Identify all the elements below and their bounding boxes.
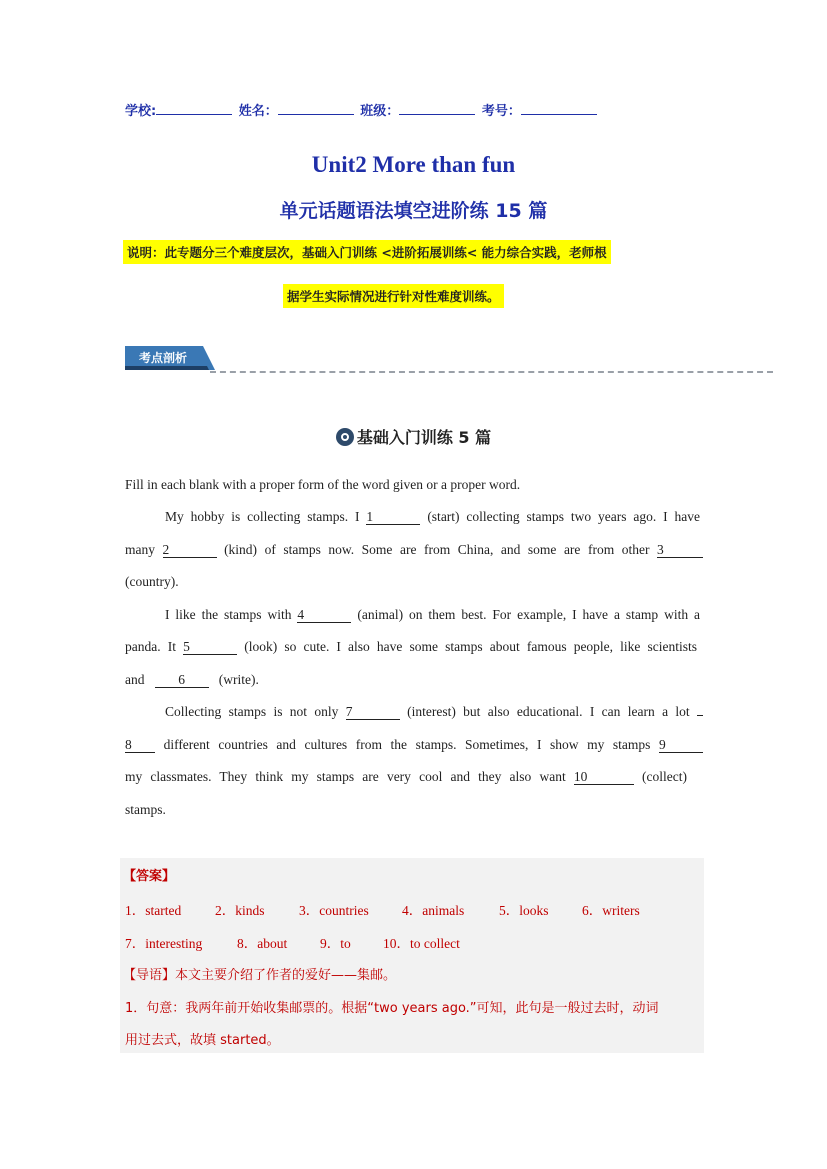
answer-item: 1．started — [125, 903, 182, 918]
passage-line-2 — [125, 542, 703, 558]
text-segment: Collecting stamps is not only — [165, 704, 339, 719]
answer-explanation-1a: 1．句意：我两年前开始收集邮票的。根据“two years ago.”可知，此句是一般过去时，动词 — [125, 1001, 659, 1016]
text-segment: (write). — [218, 672, 259, 687]
passage-line-6 — [125, 672, 259, 688]
answer-item: 2．kinds — [215, 903, 265, 918]
text-segment: panda. It — [125, 639, 176, 654]
answer-item: 9．to — [320, 936, 351, 951]
passage-line-1 — [165, 509, 700, 525]
section-divider — [210, 371, 773, 373]
blank-4[interactable]: 4 — [297, 608, 351, 623]
text-segment: I like the stamps with — [165, 607, 292, 622]
note-line-2: 据学生实际情况进行针对性难度训练。 — [283, 284, 504, 308]
passage-line-3: (country). — [125, 574, 179, 589]
text-segment: My hobby is collecting stamps. I — [165, 509, 360, 524]
answer-label: 【答案】 — [123, 869, 176, 884]
page-subtitle: 单元话题语法填空进阶练 15 篇 — [279, 200, 548, 222]
name-field[interactable] — [278, 100, 354, 115]
answer-item: 4．animals — [402, 903, 465, 918]
school-label: 学校: — [125, 104, 157, 119]
blank-1[interactable]: 1 — [366, 510, 420, 525]
text-segment: (collect) — [642, 769, 688, 784]
instruction: Fill in each blank with a proper form of the word given or a proper word. — [125, 477, 521, 492]
passage-line-4 — [165, 607, 700, 623]
answer-item: 6．writers — [582, 903, 640, 918]
class-label: 班级： — [360, 104, 400, 119]
answer-item: 8．about — [237, 936, 288, 951]
number-label: 考号： — [481, 104, 521, 119]
blank-8[interactable]: 8 — [125, 738, 155, 753]
passage-line-5 — [125, 639, 697, 655]
text-segment: my classmates. They think my stamps are very cool and they also want — [125, 769, 566, 784]
blank-3[interactable]: 3 — [657, 543, 703, 558]
note-line-1: 说明：此专题分三个难度层次，基础入门训练 <进阶拓展训练< 能力综合实践，老师根 — [123, 240, 611, 264]
answer-item: 10．to collect — [383, 936, 460, 951]
school-field[interactable] — [156, 100, 232, 115]
blank-8-lead — [697, 715, 703, 716]
section-tab-shadow — [125, 366, 209, 370]
page-title: Unit2 More than fun — [311, 152, 516, 177]
text-segment: (start) collecting stamps two years ago. I have — [427, 509, 701, 524]
answer-row-2 — [125, 932, 460, 952]
level-heading-text: 基础入门训练 5 篇 — [356, 428, 492, 447]
blank-7[interactable]: 7 — [346, 705, 400, 720]
number-field[interactable] — [521, 100, 597, 115]
passage-line-10: stamps. — [125, 802, 166, 817]
text-segment: (kind) of stamps now. Some are from China, and some are from other — [224, 542, 650, 557]
section-tab-label: 考点剖析 — [139, 351, 188, 365]
passage-line-9 — [125, 769, 687, 785]
name-label: 姓名： — [238, 104, 278, 119]
level-heading — [0, 425, 827, 448]
answer-row-1 — [125, 899, 640, 919]
blank-6[interactable]: 6 — [155, 673, 209, 688]
text-segment: (animal) on them best. For example, I have a stamp with a — [357, 607, 701, 622]
class-field[interactable] — [399, 100, 475, 115]
text-segment: (look) so cute. I also have some stamps about famous people, like scientists — [244, 639, 698, 654]
answer-guide: 【导语】本文主要介绍了作者的爱好——集邮。 — [123, 968, 397, 983]
level-badge-icon — [336, 428, 354, 446]
answer-box — [120, 858, 704, 1053]
answer-item: 7．interesting — [125, 936, 203, 951]
blank-5[interactable]: 5 — [183, 640, 237, 655]
student-info-line — [125, 100, 599, 119]
blank-2[interactable]: 2 — [163, 543, 217, 558]
section-tab — [125, 346, 215, 370]
blank-10[interactable]: 10 — [574, 770, 634, 785]
text-segment: (interest) but also educational. I can learn a lot — [407, 704, 690, 719]
passage-line-7 — [165, 704, 703, 720]
blank-9[interactable]: 9 — [659, 738, 703, 753]
answer-explanation-1b: 用过去式，故填 started。 — [125, 1033, 280, 1048]
passage-line-8 — [125, 737, 703, 753]
answer-item: 5．looks — [499, 903, 549, 918]
text-segment: many — [125, 542, 155, 557]
answer-item: 3．countries — [299, 903, 369, 918]
text-segment: and — [125, 672, 145, 687]
text-segment: different countries and cultures from the stamps. Sometimes, I show my stamps — [163, 737, 651, 752]
